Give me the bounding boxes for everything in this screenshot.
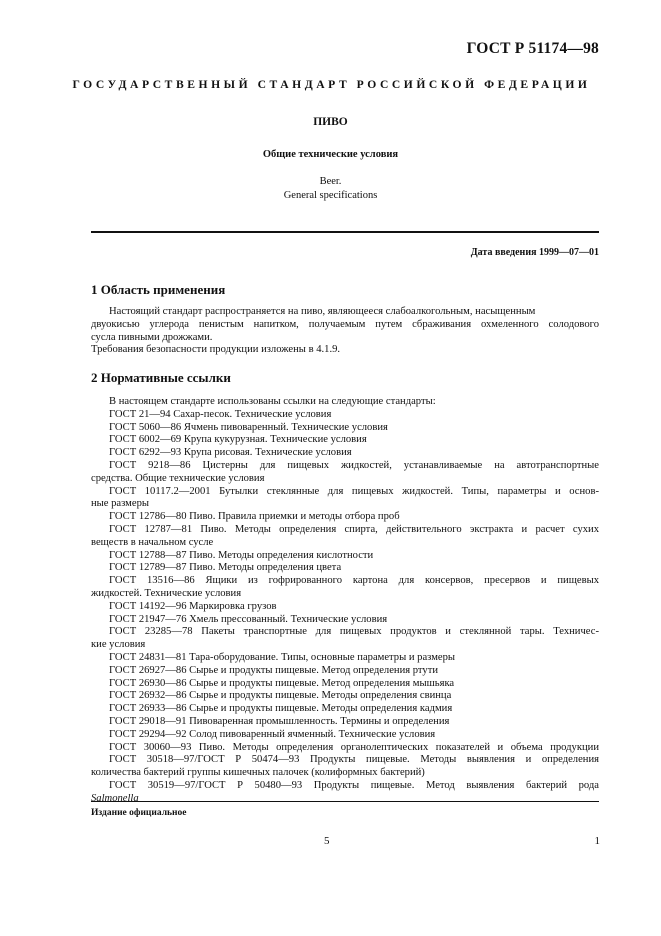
page-number-center: 5 (324, 835, 330, 847)
reference-item: ГОСТ 26933—86 Сырье и продукты пищевые. Методы определения кадмия (109, 703, 453, 715)
reference-item: ГОСТ 12786—80 Пиво. Правила приемки и методы отбора проб (109, 511, 400, 523)
reference-item: ГОСТ 29294—92 Солод пивоваренный ячменный. Технические условия (109, 728, 436, 740)
reference-item-continuation: кие условия (91, 639, 146, 651)
section1-para1-line3: сусла пивными дрожжами. (91, 331, 213, 343)
reference-item: ГОСТ 24831—81 Тара-оборудование. Типы, основные параметры и размеры (109, 651, 456, 663)
english-title (0, 175, 661, 203)
document-title: ПИВО (313, 116, 348, 128)
section1-heading: 1 Область применения (91, 282, 226, 297)
reference-item-continuation: жидкостей. Технические условия (91, 587, 242, 599)
reference-item: ГОСТ 30060—93 Пиво. Методы определения органолептических показателей и объема продукции (109, 741, 599, 753)
reference-item: ГОСТ 30519—97/ГОСТ Р 50480—93 Продукты пищевые. Метод выявления бактерий рода (109, 779, 599, 791)
introduction-date: Дата введения 1999—07—01 (470, 247, 599, 258)
reference-item: ГОСТ 26930—86 Сырье и продукты пищевые. Метод определения мышьяка (109, 677, 455, 689)
edition-note: Издание официальное (91, 808, 187, 818)
reference-item: ГОСТ 13516—86 Ящики из гофрированного картона для консервов, пресервов и пищевых (109, 575, 599, 587)
reference-item-continuation: ные размеры (91, 498, 149, 510)
reference-item: ГОСТ 26927—86 Сырье и продукты пищевые. Метод определения ртути (109, 664, 439, 676)
reference-item: ГОСТ 12789—87 Пиво. Методы определения цвета (109, 562, 342, 574)
reference-item: ГОСТ 9218—86 Цистерны для пищевых жидкостей, устанавливаемые на автотранспортные (109, 459, 599, 471)
footer-divider (91, 801, 599, 802)
reference-item: ГОСТ 10117.2—2001 Бутылки стеклянные для пищевых жидкостей. Типы, параметры и основ- (109, 485, 599, 497)
section2-heading: 2 Нормативные ссылки (91, 370, 231, 385)
section1-para1-line2: двуокисью углерода пенистым напитком, получаемым путем сбраживания охмеленного солодового (91, 318, 599, 330)
section2-body (91, 396, 599, 806)
page-number-right: 1 (594, 835, 600, 847)
reference-item: ГОСТ 5060—86 Ячмень пивоваренный. Технические условия (109, 421, 388, 433)
reference-item: ГОСТ 12787—81 Пиво. Методы определения спирта, действительного экстракта и расчет сухих (109, 523, 599, 535)
reference-item: ГОСТ 14192—96 Маркировка грузов (109, 600, 277, 612)
reference-item-continuation: веществ в начальном сусле (91, 536, 214, 548)
reference-item: ГОСТ 29018—91 Пивоваренная промышленность. Термины и определения (109, 715, 450, 727)
reference-item: ГОСТ 6002—69 Крупа кукурузная. Технические условия (109, 434, 367, 446)
reference-item: ГОСТ 21947—76 Хмель прессованный. Технические условия (109, 613, 388, 625)
section1-para2: Требования безопасности продукции изложены в 4.1.9. (91, 344, 341, 356)
reference-item: ГОСТ 26932—86 Сырье и продукты пищевые. Методы определения свинца (109, 690, 452, 702)
section2-intro: В настоящем стандарте использованы ссылки на следующие стандарты: (109, 396, 436, 407)
reference-item-continuation: количества бактерий группы кишечных палочек (колиформных бактерий) (91, 767, 425, 779)
reference-item: ГОСТ 6292—93 Крупа рисовая. Технические условия (109, 447, 352, 459)
reference-item: ГОСТ 21—94 Сахар-песок. Технические условия (109, 408, 332, 420)
reference-item: ГОСТ 23285—78 Пакеты транспортные для пищевых продуктов и стеклянной тары. Техничес- (109, 626, 599, 638)
section1-body (91, 306, 599, 357)
document-subtitle: Общие технические условия (262, 149, 399, 160)
reference-item-continuation: Salmonella (91, 792, 139, 804)
header-divider (91, 231, 599, 233)
english-title-line1: Beer. (319, 176, 342, 187)
section1-para1-line1: Настоящий стандарт распространяется на пиво, являющееся слабоалкогольным, насыщенным (109, 306, 536, 317)
standard-code: ГОСТ Р 51174—98 (466, 40, 599, 57)
reference-item: ГОСТ 12788—87 Пиво. Методы определения кислотности (109, 549, 374, 561)
state-standard-title: ГОСУДАРСТВЕННЫЙ СТАНДАРТ РОССИЙСКОЙ ФЕДЕРАЦИИ (72, 78, 591, 91)
english-title-line2: General specifications (283, 190, 378, 201)
reference-item-continuation: средства. Общие технические условия (91, 472, 265, 484)
reference-item: ГОСТ 30518—97/ГОСТ Р 50474—93 Продукты пищевые. Методы выявления и определения (109, 754, 599, 766)
